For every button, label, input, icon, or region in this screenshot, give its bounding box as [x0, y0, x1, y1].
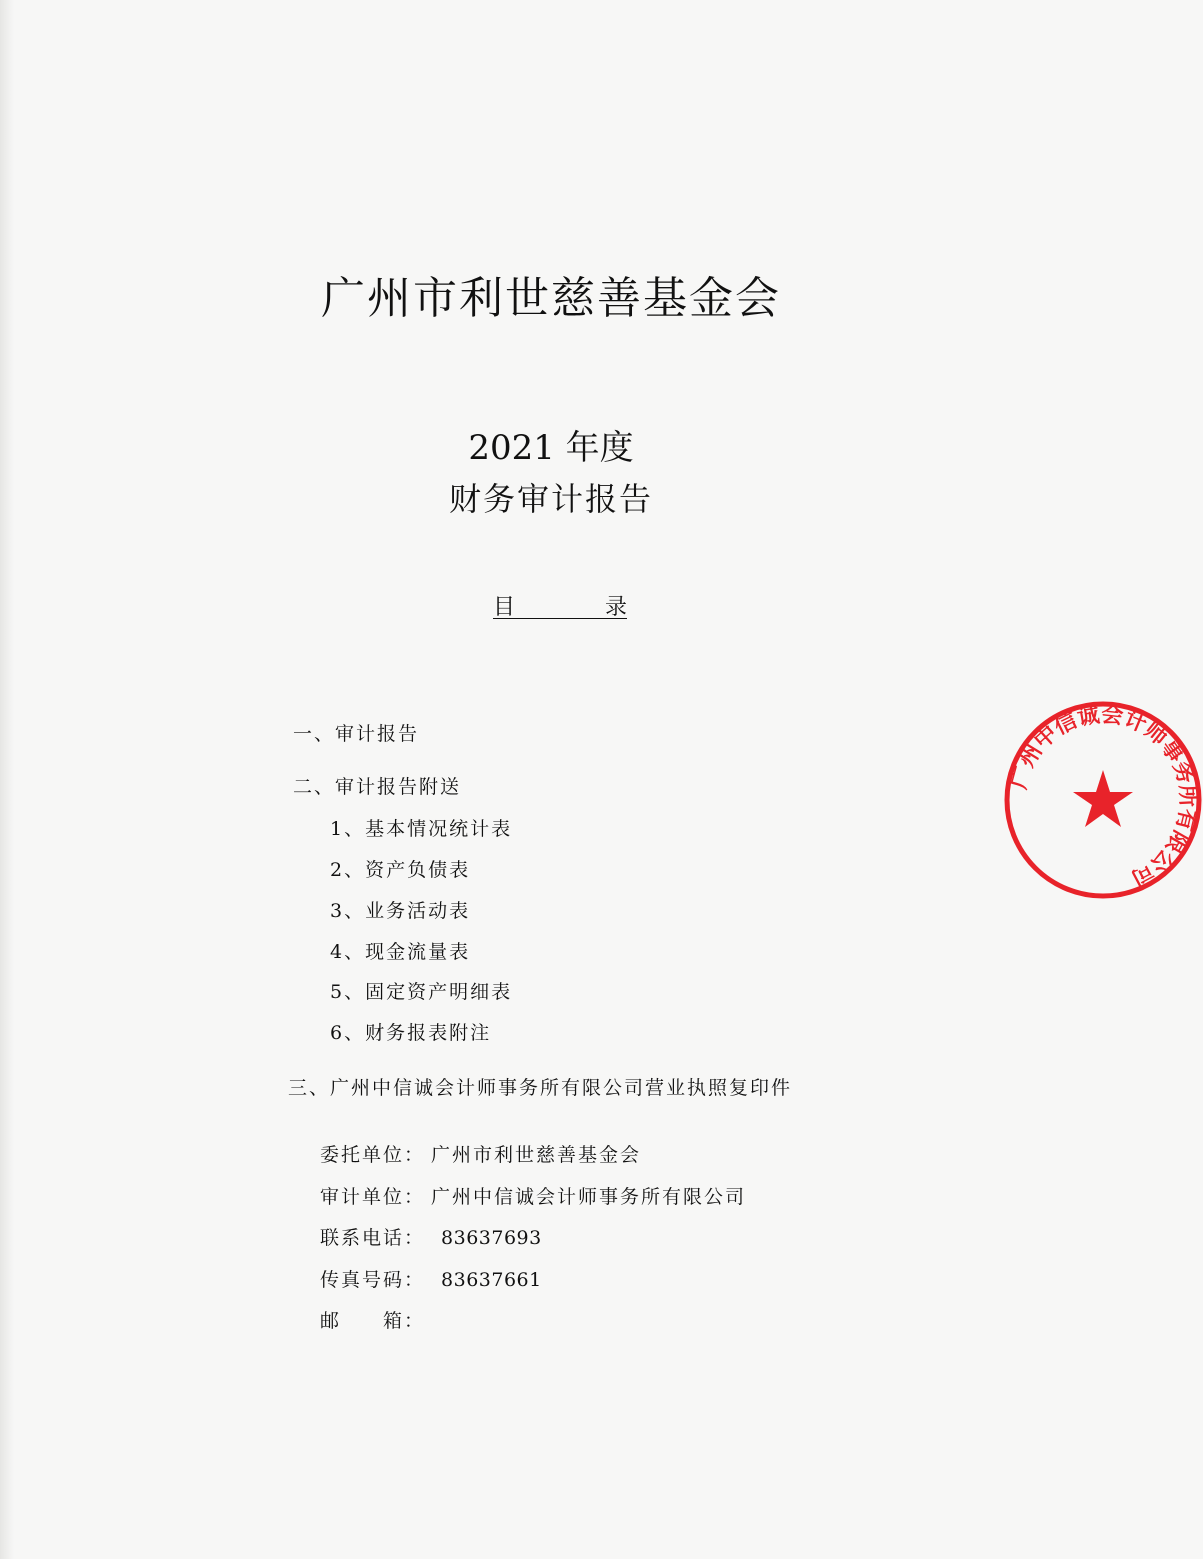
toc-heading-right: 录 [604, 595, 627, 620]
toc-item: 3、业务活动表 [330, 900, 471, 922]
toc-item: 2、资产负债表 [330, 859, 471, 881]
auditor-row [320, 1182, 746, 1209]
client-label: 委托单位： [320, 1144, 426, 1166]
toc-item: 5、固定资产明细表 [330, 981, 513, 1003]
fax-label: 传真号码： [320, 1269, 426, 1291]
client-value: 广州市利世慈善基金会 [431, 1144, 642, 1166]
client-row [320, 1140, 641, 1167]
toc-item: 三、广州中信诚会计师事务所有限公司营业执照复印件 [288, 1077, 793, 1099]
toc-item: 6、财务报表附注 [330, 1022, 492, 1044]
email-row [320, 1306, 441, 1333]
email-label: 邮 箱： [320, 1310, 426, 1332]
fax-row [320, 1265, 542, 1292]
svg-text:广州中信诚会计师事务所有限公司: 广州中信诚会计师事务所有限公司 [1006, 702, 1201, 891]
auditor-value: 广州中信诚会计师事务所有限公司 [431, 1186, 747, 1208]
phone-label: 联系电话： [320, 1227, 426, 1249]
toc-item: 1、基本情况统计表 [330, 818, 513, 840]
document-title: 广州市利世慈善基金会 [321, 273, 781, 324]
auditor-label: 审计单位： [320, 1186, 426, 1208]
toc-item: 一、审计报告 [293, 723, 420, 745]
official-seal-stamp [1003, 700, 1201, 900]
toc-heading-left: 目 [493, 595, 516, 620]
phone-value: 83637693 [441, 1227, 542, 1249]
toc-item: 4、现金流量表 [330, 941, 471, 963]
fax-value: 83637661 [441, 1269, 542, 1291]
toc-item: 二、审计报告附送 [293, 776, 462, 798]
report-year: 2021 年度 [468, 428, 634, 468]
report-subtitle: 财务审计报告 [448, 480, 653, 518]
toc-heading [493, 590, 627, 619]
phone-row [320, 1223, 542, 1250]
scan-edge-shadow [0, 0, 14, 1559]
